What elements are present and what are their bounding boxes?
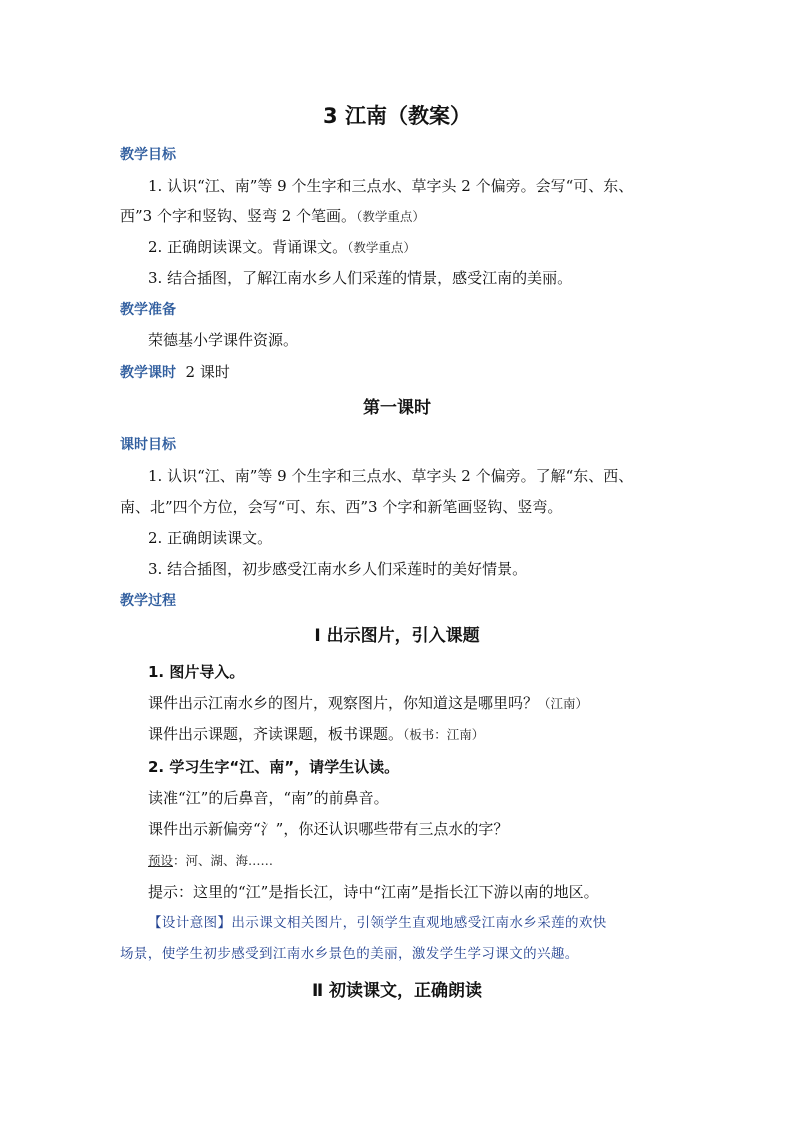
lesson-goal-2: 2. 正确朗读课文。 bbox=[148, 529, 273, 547]
step-1-line-b-note: （板书：江南） bbox=[403, 727, 485, 742]
lesson-goal-3: 3. 结合插图，初步感受江南水乡人们采莲时的美好情景。 bbox=[148, 560, 528, 578]
goal-1-line-1: 1. 认识“江、南”等 9 个生字和三点水、草字头 2 个偏旁。会写“可、东、 bbox=[148, 177, 634, 195]
preset-answers bbox=[148, 851, 273, 871]
part-2-title: Ⅱ 初读课文，正确朗读 bbox=[311, 981, 483, 1001]
goal-2 bbox=[148, 237, 416, 258]
goal-1-text: 西”3 个字和竖钩、竖弯 2 个笔画。 bbox=[120, 207, 357, 225]
tip-line: 提示：这里的“江”是指长江，诗中“江南”是指长江下游以南的地区。 bbox=[148, 883, 599, 901]
goal-1-line-2 bbox=[120, 206, 425, 227]
class-hours bbox=[120, 362, 230, 383]
class-hours-value: 2 课时 bbox=[185, 363, 230, 381]
preset-label: 预设 bbox=[148, 853, 174, 868]
step-2: 2. 学习生字“江、南”，请学生认读。 bbox=[148, 758, 400, 776]
design-intent-line-1: 【设计意图】出示课文相关图片，引领学生直观地感受江南水乡采莲的欢快 bbox=[148, 915, 607, 931]
page-title: 3 江南（教案） bbox=[323, 104, 471, 128]
lesson-goal-1-line-1: 1. 认识“江、南”等 9 个生字和三点水、草字头 2 个偏旁。了解“东、西、 bbox=[148, 467, 634, 485]
part-1-title: Ⅰ 出示图片，引入课题 bbox=[314, 626, 480, 646]
teaching-goals-heading: 教学目标 bbox=[120, 147, 176, 163]
goal-3: 3. 结合插图，了解江南水乡人们采莲的情景，感受江南的美丽。 bbox=[148, 269, 573, 287]
step-1-line-b bbox=[148, 724, 484, 745]
process-heading: 教学过程 bbox=[120, 593, 176, 609]
lesson-1-title: 第一课时 bbox=[363, 398, 431, 418]
step-1-line-b-text: 课件出示课题，齐读课题，板书课题。 bbox=[148, 725, 404, 743]
preparation-text: 荣德基小学课件资源。 bbox=[148, 331, 299, 349]
step-1: 1. 图片导入。 bbox=[148, 663, 245, 681]
goal-2-key-note: （教学重点） bbox=[347, 240, 416, 255]
goal-1-key-note: （教学重点） bbox=[356, 209, 425, 224]
goal-2-text: 2. 正确朗读课文。背诵课文。 bbox=[148, 238, 348, 256]
class-hours-heading: 教学课时 bbox=[120, 365, 176, 381]
preset-text: ：河、湖、海…… bbox=[173, 853, 274, 868]
preparation-heading: 教学准备 bbox=[120, 302, 176, 318]
step-2-line-c: 读准“江”的后鼻音，“南”的前鼻音。 bbox=[148, 789, 389, 807]
step-2-line-d: 课件出示新偏旁“氵”，你还认识哪些带有三点水的字？ bbox=[148, 820, 509, 838]
lesson-goal-1-line-2: 南、北”四个方位，会写“可、东、西”3 个字和新笔画竖钩、竖弯。 bbox=[120, 498, 563, 516]
step-1-line-a-note: （江南） bbox=[538, 696, 589, 711]
step-1-line-a bbox=[148, 693, 588, 714]
step-1-line-a-text: 课件出示江南水乡的图片，观察图片，你知道这是哪里吗？ bbox=[148, 694, 539, 712]
design-intent-line-2: 场景，使学生初步感受到江南水乡景色的美丽，激发学生学习课文的兴趣。 bbox=[120, 946, 579, 962]
lesson-goals-heading: 课时目标 bbox=[120, 437, 176, 453]
